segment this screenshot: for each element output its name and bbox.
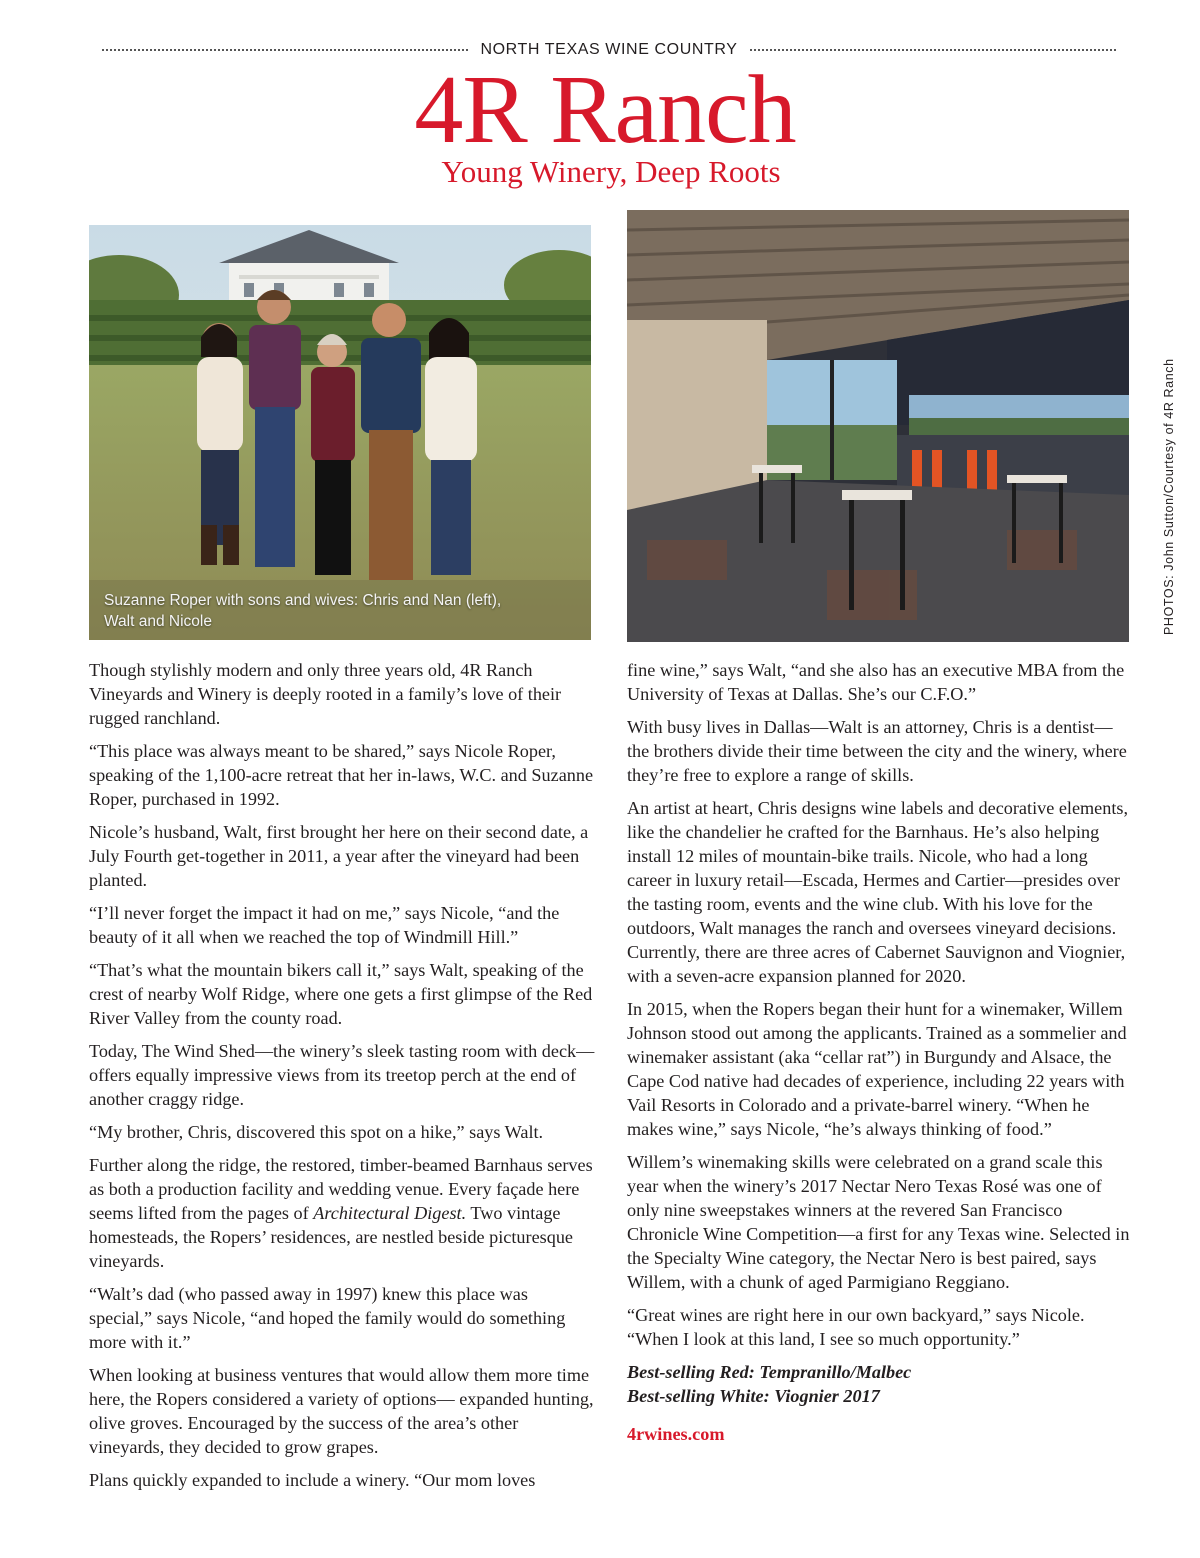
- best-selling-white: Best-selling White: Viognier 2017: [627, 1386, 880, 1406]
- best-selling-red: Best-selling Red: Tempranillo/Malbec: [627, 1362, 912, 1382]
- article-column-left: [89, 658, 595, 1501]
- paragraph: When looking at business ventures that would allow them more time here, the Ropers considered a variety of options— expanded hunting, olive groves. Encouraged by the success of the area’s other vineyards, they decided to grow grapes.: [89, 1365, 594, 1457]
- photo-caption-line2: Walt and Nicole: [104, 613, 212, 630]
- paragraph: Willem’s winemaking skills were celebrated on a grand scale this year when the winery’s 2017 Nectar Nero Texas Rosé was one of only nine sweepstakes winners at the revered San Francisco Chronicle Wine Competition—a first for any Texas wine. Selected in the Specialty Wine category, the Nectar Nero is best paired, says Willem, with a chunk of aged Parmigiano Reggiano.: [627, 1152, 1130, 1292]
- article-column-right: [627, 658, 1133, 1446]
- photo-caption: [104, 590, 574, 632]
- tasting-room-photo: [627, 210, 1129, 642]
- paragraph: In 2015, when the Ropers began their hunt for a winemaker, Willem Johnson stood out among the applicants. Trained as a sommelier and winemaker assistant (aka “cellar rat”) in Burgundy and Alsace, the Cape Cod native had decades of experience, including 22 years with Vail Resorts in Colorado and a private-barrel winery. “When he makes wine,” says Nicole, “he’s always thinking of food.”: [627, 999, 1127, 1139]
- paragraph: Plans quickly expanded to include a winery. “Our mom loves: [89, 1470, 536, 1490]
- paragraph: “My brother, Chris, discovered this spot on a hike,” says Walt.: [89, 1122, 544, 1142]
- paragraph: An artist at heart, Chris designs wine labels and decorative elements, like the chandelier he crafted for the Barnhaus. He’s also helping install 12 miles of mountain-bike trails. Nicole, who had a long career in luxury retail—Escada, Hermes and Cartier—presides over the tasting room, events and the wine club. With his love for the outdoors, Walt manages the ranch and oversees vineyard decisions. Currently, there are three acres of Cabernet Sauvignon and Viognier, with a seven-acre expansion planned for 2020.: [627, 798, 1129, 986]
- paragraph: Nicole’s husband, Walt, first brought her here on their second date, a July Fourth get-together in 2011, a year after the vineyard had been planted.: [89, 822, 589, 890]
- family-photo: [89, 225, 591, 640]
- paragraph: fine wine,” says Walt, “and she also has an executive MBA from the University of Texas at Dallas. She’s our C.F.O.”: [627, 660, 1125, 704]
- paragraph: “That’s what the mountain bikers call it,” says Walt, speaking of the crest of nearby Wolf Ridge, where one gets a first glimpse of the Red River Valley from the county road.: [89, 960, 593, 1028]
- family-photo-illustration: [89, 225, 591, 640]
- section-label: NORTH TEXAS WINE COUNTRY: [480, 41, 738, 58]
- paragraph: With busy lives in Dallas—Walt is an attorney, Chris is a dentist—the brothers divide their time between the city and the winery, where they’re free to explore a range of skills.: [627, 717, 1127, 785]
- dotted-rule-left: [102, 49, 468, 51]
- paragraph: “Great wines are right here in our own backyard,” says Nicole. “When I look at this land, I see so much opportunity.”: [627, 1305, 1085, 1349]
- paragraph: “I’ll never forget the impact it had on me,” says Nicole, “and the beauty of it all when we reached the top of Windmill Hill.”: [89, 903, 560, 947]
- article-title: 4R Ranch: [414, 56, 796, 164]
- paragraph: “This place was always meant to be shared,” says Nicole Roper, speaking of the 1,100-acre retreat that her in-laws, W.C. and Suzanne Roper, purchased in 1992.: [89, 741, 594, 809]
- paragraph-text: Further along the ridge, the restored, timber-beamed Barnhaus serves as both a production facility and wedding venue. Every façade here seems lifted from the pages of: [89, 1155, 593, 1223]
- magazine-title: Architectural Digest.: [313, 1203, 467, 1223]
- tasting-room-illustration: [627, 210, 1129, 642]
- photo-credit: PHOTOS: John Sutton/Courtesy of 4R Ranch: [1162, 358, 1176, 635]
- paragraph-text: Two vintage homesteads, the Ropers’ residences, are nestled beside picturesque vineyards.: [89, 1203, 573, 1271]
- paragraph: Today, The Wind Shed—the winery’s sleek tasting room with deck—offers equally impressive views from its treetop perch at the end of another craggy ridge.: [89, 1041, 595, 1109]
- paragraph: [89, 1153, 595, 1273]
- photo-caption-line1: Suzanne Roper with sons and wives: Chris and Nan (left),: [104, 592, 502, 609]
- website-link[interactable]: 4rwines.com: [627, 1424, 725, 1444]
- paragraph: Though stylishly modern and only three years old, 4R Ranch Vineyards and Winery is deeply rooted in a family’s love of their rugged ranchland.: [89, 660, 562, 728]
- paragraph: “Walt’s dad (who passed away in 1997) knew this place was special,” says Nicole, “and hoped the family would do something more with it.”: [89, 1284, 566, 1352]
- article-subtitle: Young Winery, Deep Roots: [441, 154, 781, 189]
- dotted-rule-right: [750, 49, 1116, 51]
